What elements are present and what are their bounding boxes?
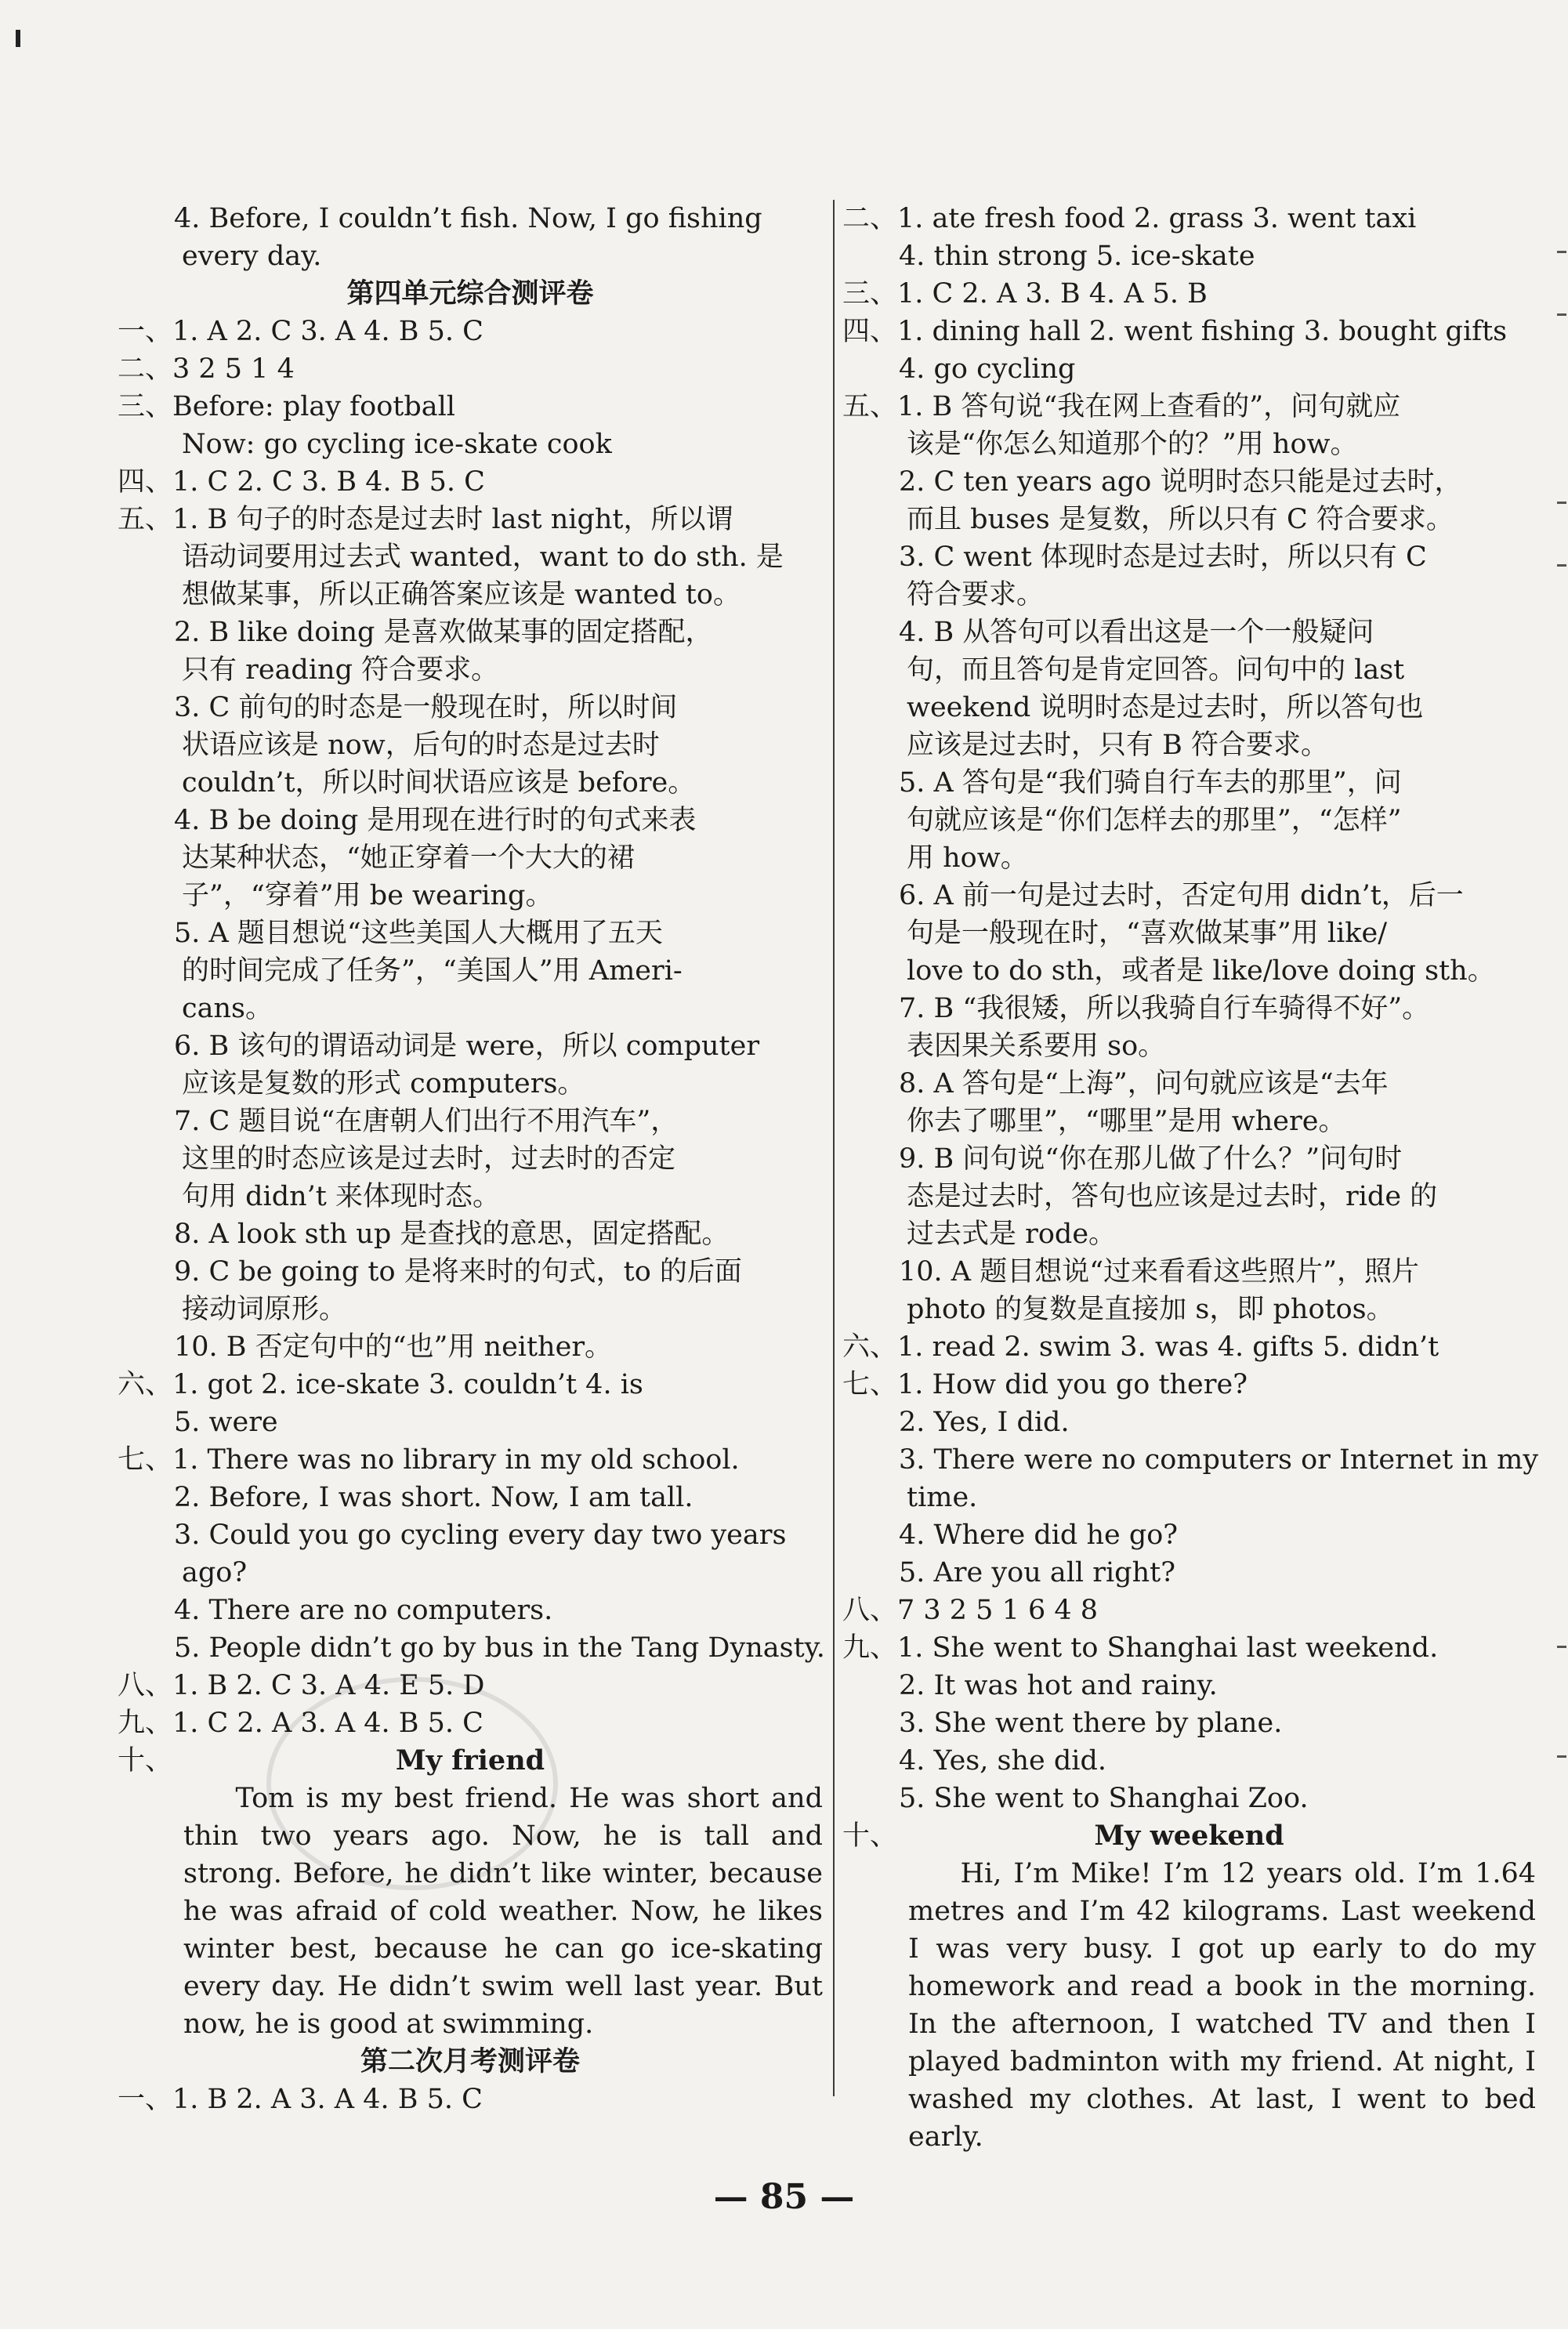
answer-line: 五、1. B 句子的时态是过去时 last night，所以谓 — [118, 504, 733, 535]
answer-line: Now: go cycling ice-skate cook — [182, 429, 612, 460]
answer-line: love to do sth，或者是 like/love doing sth。 — [907, 955, 1495, 987]
answer-line: 态是过去时，答句也应该是过去时，ride 的 — [907, 1181, 1438, 1212]
answer-line: 一、1. B 2. A 3. A 4. B 5. C — [118, 2084, 483, 2115]
answer-line: 二、3 2 5 1 4 — [118, 353, 295, 385]
answer-line: 语动词要用过去式 wanted，want to do sth. 是 — [182, 542, 784, 573]
answer-line: 句就应该是“你们怎样去的那里”，“怎样” — [907, 805, 1402, 836]
answer-line: 3. She went there by plane. — [899, 1708, 1283, 1739]
answer-line: 该是“你怎么知道那个的？”用 how。 — [907, 429, 1358, 460]
answer-line: 用 how。 — [907, 842, 1028, 874]
answer-line: time. — [907, 1482, 978, 1513]
answer-line: 2. B like doing 是喜欢做某事的固定搭配， — [174, 617, 713, 648]
answer-line: 9. C be going to 是将来时的句式，to 的后面 — [174, 1256, 742, 1288]
answer-line: couldn’t，所以时间状语应该是 before。 — [182, 767, 696, 799]
answer-line: 6. B 该句的谓语动词是 were，所以 computer — [174, 1030, 760, 1062]
answer-line: 4. There are no computers. — [174, 1595, 553, 1626]
answer-line: 4. B 从答句可以看出这是一个一般疑问 — [899, 617, 1374, 648]
answer-line: 八、7 3 2 5 1 6 4 8 — [842, 1595, 1099, 1626]
answer-line: 3. C 前句的时态是一般现在时，所以时间 — [174, 692, 678, 723]
answer-line: 5. Are you all right? — [899, 1557, 1175, 1588]
answer-line: 8. A look sth up 是查找的意思，固定搭配。 — [174, 1219, 730, 1250]
right-column — [842, 200, 1539, 2156]
answer-line: 表因果关系要用 so。 — [907, 1030, 1166, 1062]
answer-line: 10. A 题目想说“过来看看这些照片”，照片 — [899, 1256, 1419, 1288]
answer-line: 3. Could you go cycling every day two years — [174, 1519, 787, 1551]
answer-line: 你去了哪里”，“哪里”是用 where。 — [907, 1106, 1346, 1137]
page-number: — 85 — — [713, 2177, 855, 2217]
answer-line: 接动词原形。 — [182, 1294, 347, 1325]
answer-line: 5. A 答句是“我们骑自行车去的那里”，问 — [899, 767, 1402, 799]
answer-line: 4. Before, I couldn’t fish. Now, I go fishing — [174, 203, 762, 234]
answer-line: 过去式是 rode。 — [907, 1219, 1117, 1250]
answer-line: 七、1. There was no library in my old school. — [118, 1444, 740, 1476]
answer-line: 2. C ten years ago 说明时态只能是过去时， — [899, 466, 1462, 498]
answer-line: 一、1. A 2. C 3. A 4. B 5. C — [118, 316, 483, 347]
answer-line: 三、Before: play football — [118, 391, 456, 422]
answer-line: 6. A 前一句是过去时，否定句用 didn’t，后一 — [899, 880, 1464, 911]
answer-line: 二、1. ate fresh food 2. grass 3. went taxi — [842, 203, 1417, 234]
answer-line: 十、 — [118, 1745, 173, 1777]
answer-line: 四、1. C 2. C 3. B 4. B 5. C — [118, 466, 485, 498]
answer-line: 3. There were no computers or Internet in my — [899, 1444, 1539, 1476]
essay-title: My weekend — [1094, 1820, 1284, 1852]
essay-body: Tom is my best friend. He was short and thin two years ago. Now, he is tall and strong. Before, he didn’t like winter, because he was afraid of cold weather. Now, he likes winter best, because he can go ice-skating every day. He didn’t swim well last year. But now, he is good at swimming. — [183, 1783, 823, 2040]
answer-line: 句用 didn’t 来体现时态。 — [182, 1181, 500, 1212]
answer-line: 九、1. She went to Shanghai last weekend. — [842, 1632, 1439, 1664]
answer-line: cans。 — [182, 993, 273, 1024]
answer-line: 六、1. read 2. swim 3. was 4. gifts 5. didn’t — [842, 1331, 1439, 1363]
answer-line: 应该是复数的形式 computers。 — [182, 1068, 585, 1099]
answer-line: 这里的时态应该是过去时，过去时的否定 — [182, 1143, 676, 1175]
answer-line: 四、1. dining hall 2. went fishing 3. bought gifts — [842, 316, 1508, 347]
answer-line: 状语应该是 now，后句的时态是过去时 — [182, 730, 660, 761]
section-title: 第二次月考测评卷 — [360, 2045, 580, 2077]
answer-line: 应该是过去时，只有 B 符合要求。 — [907, 730, 1328, 761]
answer-line: every day. — [182, 241, 322, 272]
answer-line: 而且 buses 是复数，所以只有 C 符合要求。 — [907, 504, 1454, 535]
answer-line: 9. B 问句说“你在那儿做了什么？”问句时 — [899, 1143, 1403, 1175]
corner-mark — [16, 30, 20, 47]
answer-line: 2. It was hot and rainy. — [899, 1670, 1218, 1701]
answer-line: 符合要求。 — [907, 579, 1045, 610]
answer-line: 子”，“穿着”用 be wearing。 — [182, 880, 553, 911]
column-divider — [833, 200, 835, 2096]
left-column — [118, 200, 823, 2118]
answer-line: 七、1. How did you go there? — [842, 1369, 1248, 1400]
answer-line: 4. thin strong 5. ice-skate — [899, 241, 1255, 272]
answer-line: ago? — [182, 1557, 248, 1588]
answer-line: 4. Where did he go? — [899, 1519, 1179, 1551]
answer-line: 句是一般现在时，“喜欢做某事”用 like/ — [907, 918, 1388, 949]
answer-line: 十、 — [842, 1820, 898, 1852]
answer-line: 5. People didn’t go by bus in the Tang Dynasty. — [174, 1632, 825, 1664]
answer-line: 只有 reading 符合要求。 — [182, 654, 499, 686]
answer-line: 想做某事，所以正确答案应该是 wanted to。 — [182, 579, 741, 610]
answer-line: 10. B 否定句中的“也”用 neither。 — [174, 1331, 613, 1363]
answer-line: 的时间完成了任务”，“美国人”用 Ameri- — [182, 955, 683, 987]
answer-line: 3. C went 体现时态是过去时，所以只有 C — [899, 542, 1427, 573]
answer-line: 4. B be doing 是用现在进行时的句式来表 — [174, 805, 697, 836]
answer-line: weekend 说明时态是过去时，所以答句也 — [907, 692, 1424, 723]
answer-line: 5. A 题目想说“这些美国人大概用了五天 — [174, 918, 663, 949]
answer-line: 7. C 题目说“在唐朝人们出行不用汽车”， — [174, 1106, 679, 1137]
answer-line: 8. A 答句是“上海”，问句就应该是“去年 — [899, 1068, 1389, 1099]
answer-line: 7. B “我很矮，所以我骑自行车骑得不好”。 — [899, 993, 1430, 1024]
answer-line: 2. Before, I was short. Now, I am tall. — [174, 1482, 693, 1513]
answer-line: 2. Yes, I did. — [899, 1407, 1070, 1438]
answer-line: photo 的复数是直接加 s，即 photos。 — [907, 1294, 1394, 1325]
cropped-adjacent-page-edge — [1549, 219, 1568, 2022]
answer-line: 三、1. C 2. A 3. B 4. A 5. B — [842, 278, 1208, 310]
answer-line: 5. She went to Shanghai Zoo. — [899, 1783, 1309, 1814]
answer-line: 4. Yes, she did. — [899, 1745, 1106, 1777]
essay-title: My friend — [395, 1744, 545, 1777]
answer-line: 五、1. B 答句说“我在网上查看的”，问句就应 — [842, 391, 1401, 422]
section-title: 第四单元综合测评卷 — [346, 277, 594, 310]
answer-line: 5. were — [174, 1407, 278, 1438]
answer-line: 九、1. C 2. A 3. A 4. B 5. C — [118, 1708, 483, 1739]
answer-line: 4. go cycling — [899, 353, 1076, 385]
answer-line: 句，而且答句是肯定回答。问句中的 last — [907, 654, 1405, 686]
answer-line: 八、1. B 2. C 3. A 4. E 5. D — [118, 1670, 485, 1701]
answer-line: 达某种状态，“她正穿着一个大大的裙 — [182, 842, 635, 874]
essay-body: Hi, I’m Mike! I’m 12 years old. I’m 1.64 metres and I’m 42 kilograms. Last weekend I was very busy. I got up early to do my homework and read a book in the morning. In the afternoon, I watched TV and then I played badminton with my friend. At night, I washed my clothes. At last, I went to bed early. — [908, 1858, 1536, 2153]
answer-line: 六、1. got 2. ice-skate 3. couldn’t 4. is — [118, 1369, 643, 1400]
